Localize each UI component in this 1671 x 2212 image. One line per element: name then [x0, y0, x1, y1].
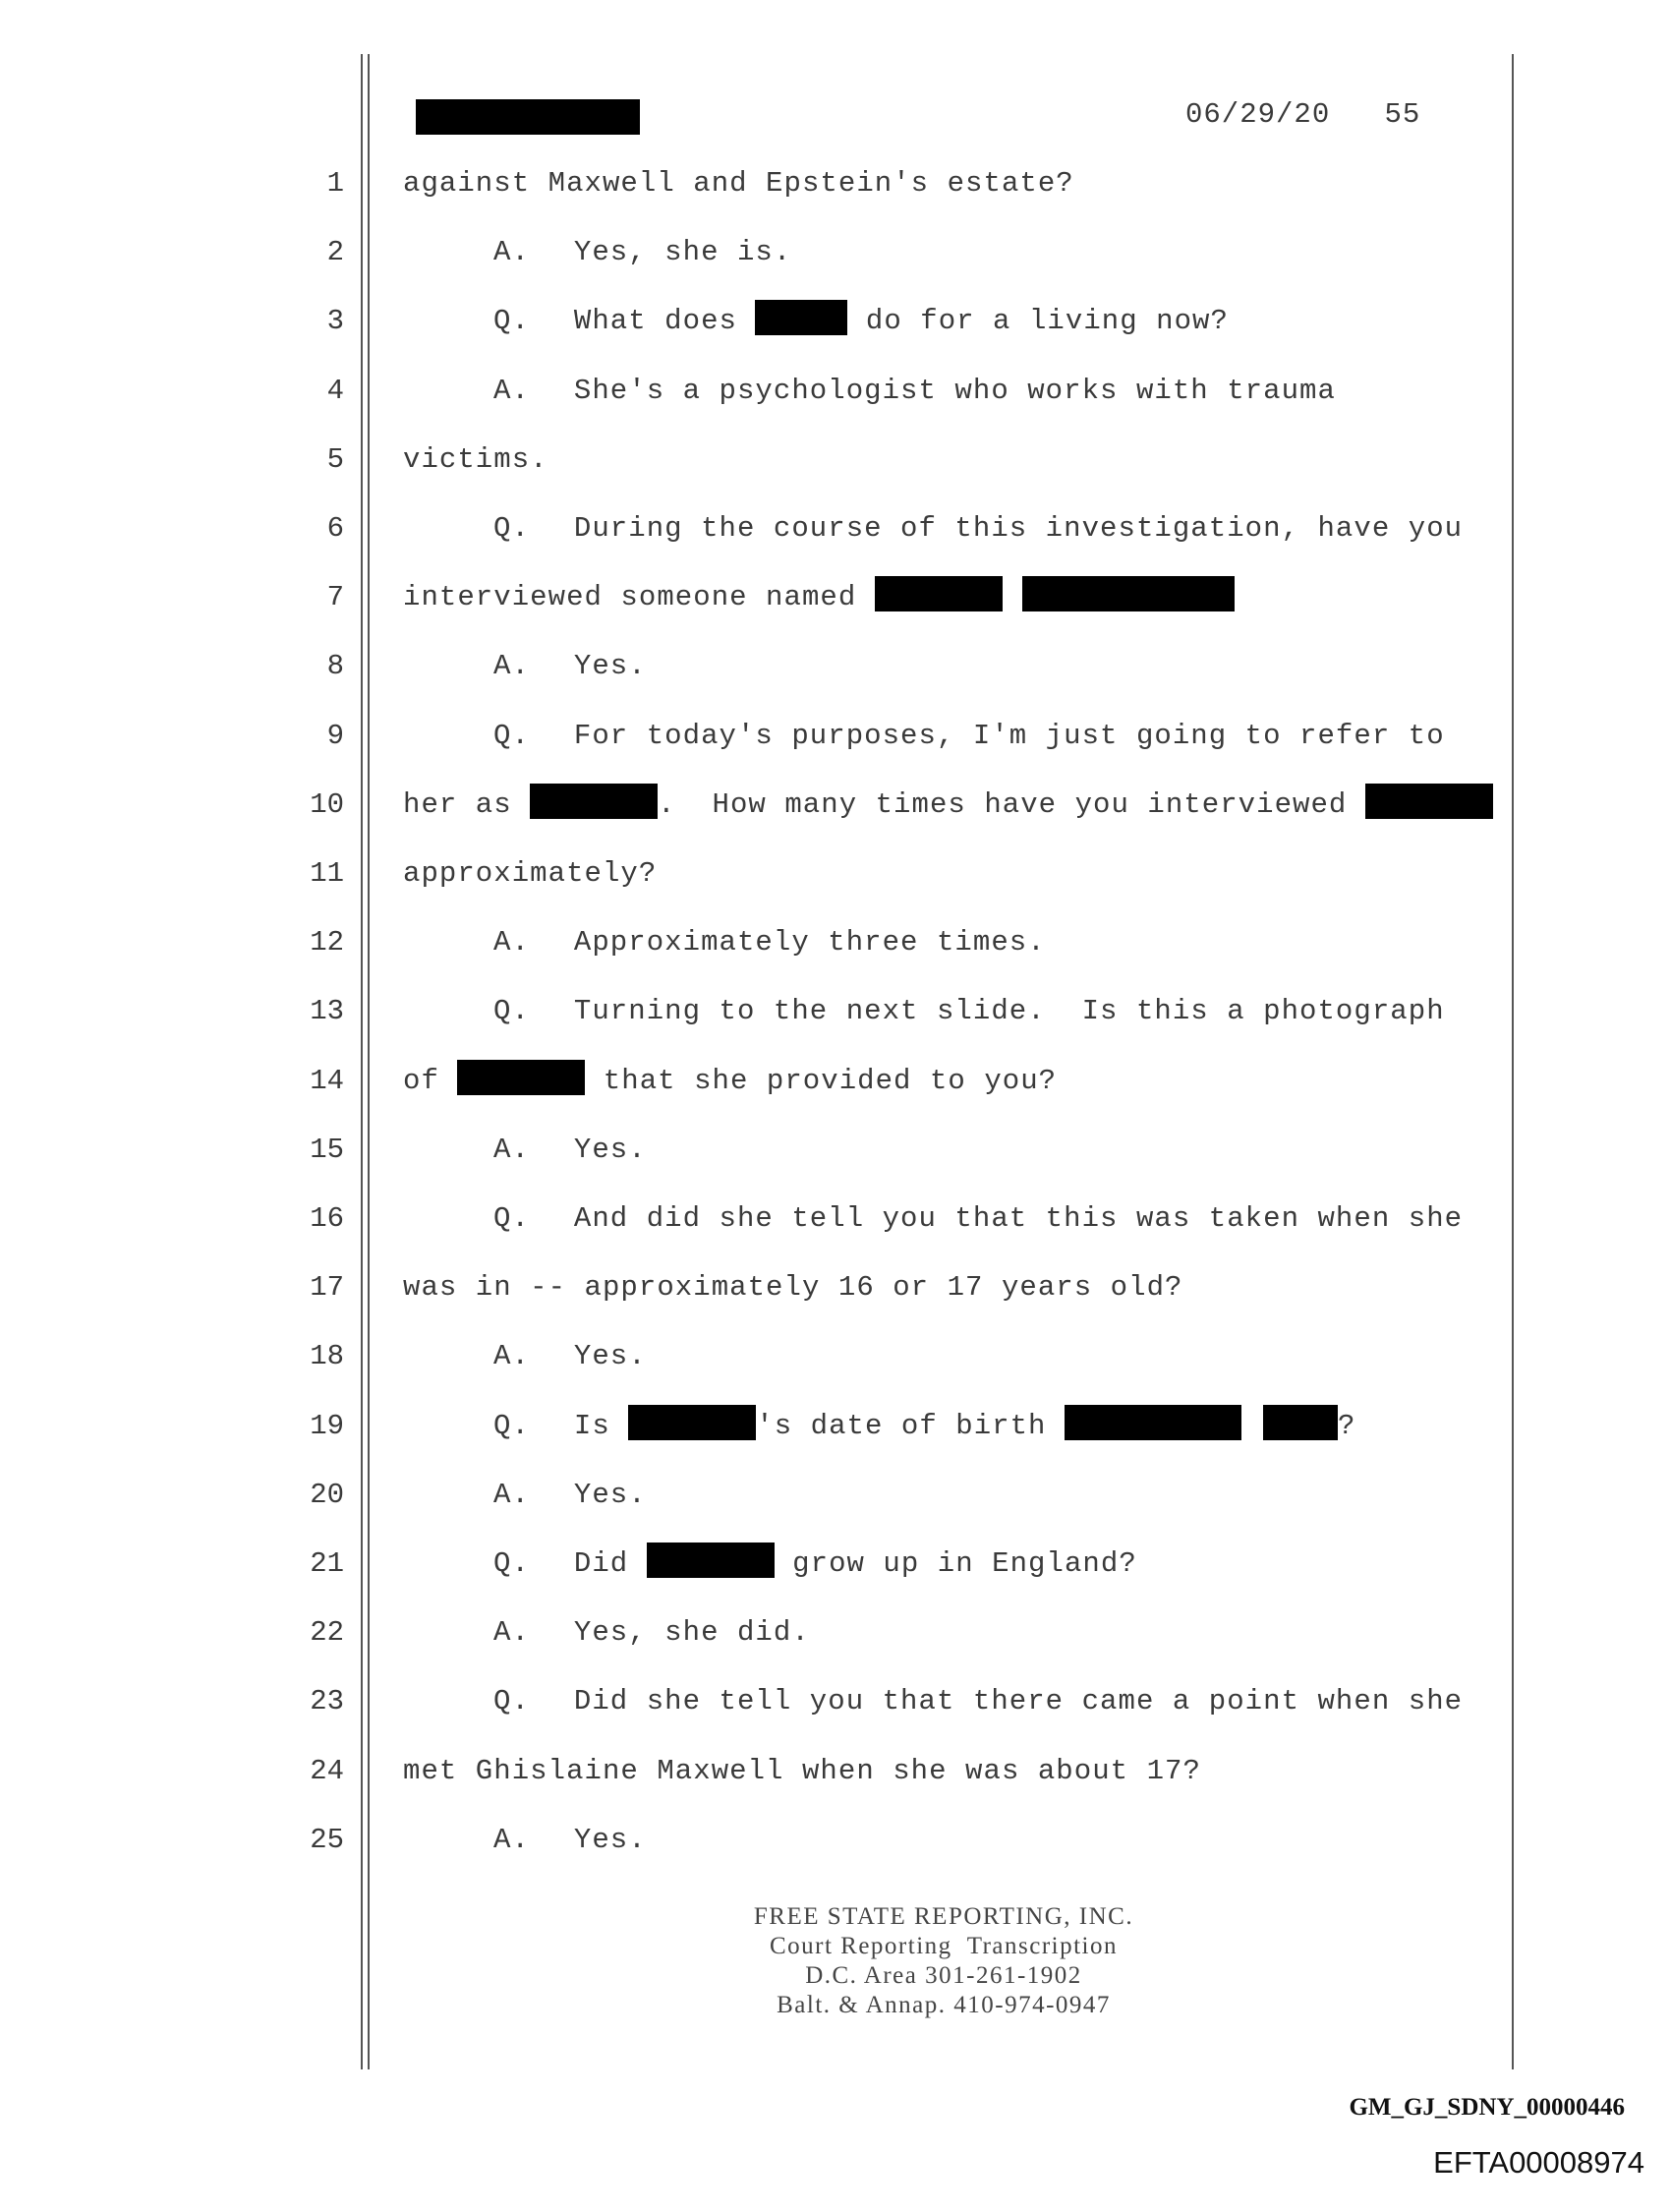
redaction-box — [755, 300, 847, 335]
bates-number: GM_GJ_SDNY_00000446 — [1349, 2094, 1625, 2121]
transcript-line: Q. Is 's date of birth ? — [493, 1407, 1355, 1446]
line-number: 10 — [310, 788, 344, 821]
transcript-line: Q. Did grow up in England? — [493, 1544, 1137, 1584]
redaction-box — [647, 1543, 775, 1578]
line-number: 18 — [310, 1340, 344, 1372]
speaker-label: A. — [493, 236, 530, 268]
speaker-label: Q. — [493, 1202, 530, 1235]
speaker-label: A. — [493, 375, 530, 407]
line-number: 9 — [326, 720, 344, 752]
line-number: 21 — [310, 1547, 344, 1580]
speaker-label: Q. — [493, 512, 530, 545]
right-margin-rule — [1512, 54, 1514, 2069]
transcript-line: met Ghislaine Maxwell when she was about 17? — [403, 1755, 1201, 1787]
redaction-box — [457, 1060, 585, 1095]
transcript-line: Q. And did she tell you that this was taken when she — [493, 1202, 1464, 1235]
transcript-line: against Maxwell and Epstein's estate? — [403, 167, 1074, 200]
line-number: 17 — [310, 1271, 344, 1304]
transcript-line: A. Yes. — [493, 1479, 647, 1511]
line-number: 3 — [326, 305, 344, 337]
speaker-label: A. — [493, 1340, 530, 1372]
transcript-line: Q. Turning to the next slide. Is this a photograph — [493, 995, 1445, 1027]
reporter-balt-phone: Balt. & Annap. 410-974-0947 — [777, 1992, 1111, 2018]
line-number: 12 — [310, 926, 344, 959]
reporter-dc-phone: D.C. Area 301-261-1902 — [805, 1962, 1082, 1989]
page-number: 55 — [1384, 98, 1421, 131]
line-number: 13 — [310, 995, 344, 1027]
speaker-label: Q. — [493, 720, 530, 752]
transcript-line: A. Yes. — [493, 650, 647, 682]
transcript-line: approximately? — [403, 857, 658, 890]
transcript-line: Q. Did she tell you that there came a point when she — [493, 1685, 1464, 1717]
transcript-line: A. Yes, she is. — [493, 236, 792, 268]
transcript-line: A. Yes. — [493, 1134, 647, 1166]
line-number: 6 — [326, 512, 344, 545]
page-header — [1185, 98, 1420, 131]
transcript-line: A. Yes. — [493, 1824, 647, 1856]
line-number: 20 — [310, 1479, 344, 1511]
speaker-label: Q. — [493, 1547, 530, 1580]
transcript-line: A. Approximately three times. — [493, 926, 1046, 959]
line-number: 24 — [310, 1755, 344, 1787]
redaction-box — [1022, 576, 1235, 611]
line-number: 8 — [326, 650, 344, 682]
line-number: 23 — [310, 1685, 344, 1717]
reporter-company: FREE STATE REPORTING, INC. — [753, 1903, 1134, 1930]
speaker-label: A. — [493, 1134, 530, 1166]
transcript-line: interviewed someone named — [403, 578, 1235, 617]
line-number: 22 — [310, 1616, 344, 1649]
redaction-box — [628, 1405, 756, 1440]
left-margin-rule — [361, 54, 363, 2069]
left-margin-rule-inner — [368, 54, 370, 2069]
transcript-line: A. She's a psychologist who works with trauma — [493, 375, 1336, 407]
line-number: 5 — [326, 443, 344, 476]
line-number: 15 — [310, 1134, 344, 1166]
transcript-line: A. Yes. — [493, 1340, 647, 1372]
speaker-label: A. — [493, 926, 530, 959]
header-redaction — [416, 99, 640, 135]
line-number: 16 — [310, 1202, 344, 1235]
speaker-label: A. — [493, 1616, 530, 1649]
transcript-line: Q. During the course of this investigation, have you — [493, 512, 1464, 545]
line-number: 14 — [310, 1065, 344, 1097]
speaker-label: Q. — [493, 305, 530, 337]
speaker-label: A. — [493, 1479, 530, 1511]
transcript-date: 06/29/20 — [1185, 98, 1331, 131]
redaction-box — [1365, 784, 1493, 819]
line-number: 7 — [326, 581, 344, 613]
line-number: 19 — [310, 1410, 344, 1442]
line-number: 2 — [326, 236, 344, 268]
transcript-line: her as . How many times have you interviewed — [403, 786, 1493, 825]
line-number: 25 — [310, 1824, 344, 1856]
efta-number: EFTA00008974 — [1433, 2145, 1644, 2180]
transcript-line: Q. For today's purposes, I'm just going to refer to — [493, 720, 1445, 752]
redaction-box — [1065, 1405, 1241, 1440]
transcript-line: victims. — [403, 443, 548, 476]
speaker-label: Q. — [493, 1410, 530, 1442]
transcript-line: of that she provided to you? — [403, 1062, 1057, 1101]
line-number: 4 — [326, 375, 344, 407]
line-number: 11 — [310, 857, 344, 890]
speaker-label: Q. — [493, 1685, 530, 1717]
line-number: 1 — [326, 167, 344, 200]
reporter-footer — [590, 1902, 1297, 2020]
transcript-line: was in -- approximately 16 or 17 years old? — [403, 1271, 1183, 1304]
redaction-box — [530, 784, 658, 819]
transcript-line: Q. What does do for a living now? — [493, 302, 1229, 341]
reporter-services: Court Reporting Transcription — [769, 1933, 1119, 1959]
speaker-label: Q. — [493, 995, 530, 1027]
redaction-box — [1263, 1405, 1338, 1440]
redaction-box — [875, 576, 1003, 611]
transcript-line: A. Yes, she did. — [493, 1616, 810, 1649]
speaker-label: A. — [493, 1824, 530, 1856]
speaker-label: A. — [493, 650, 530, 682]
